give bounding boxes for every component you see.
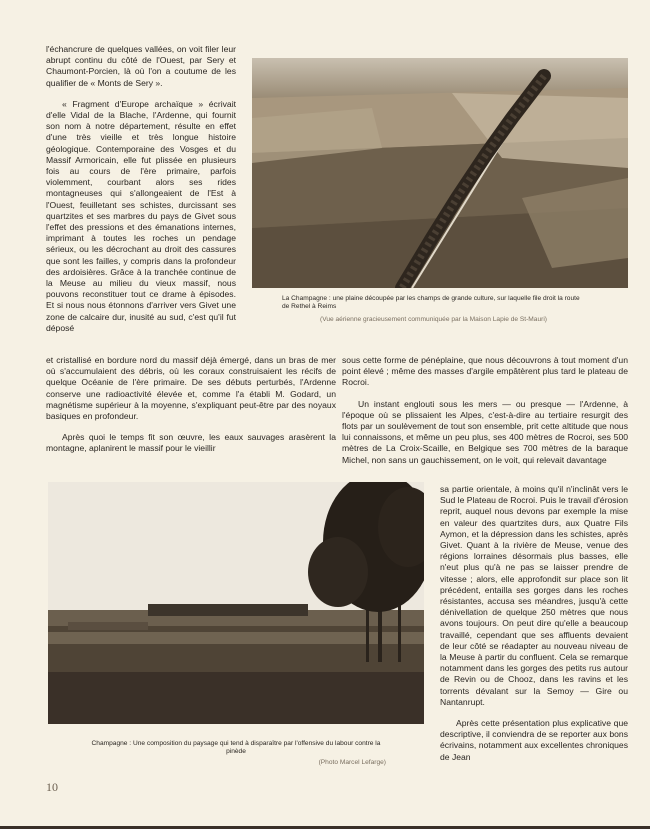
photo-pine-landscape xyxy=(48,482,424,724)
caption-text: Champagne : Une composition du paysage qui tend à disparaître par l'offensive du labour contre la pinède xyxy=(91,740,381,756)
photo-caption-top xyxy=(282,295,582,324)
paragraph: Après cette présentation plus explicative que descriptive, il conviendra de se reporter aux bons écrivains, notamment aux excellentes chroniques de Jean xyxy=(440,718,628,762)
paragraph: « Fragment d'Europe archaïque » écrivait d'elle Vidal de la Blache, l'Ardenne, qui fournit son nom à notre département, résulte en effet d'une très vieille et très longue histoire géologique. Contemporaine des Vosges et du Massif Armoricain, elle fut plissée en plusieurs fois au cours de l'ère primaire, parfois violemment, courbant alors ses rides montagneuses qui s'allongeaient de l'Est à l'Ouest, feuilletant ses schistes, durcissant ses quartzites et ses marbres du pays de Givet sous l'effet des pressions et des émanations internes, imprimant à toutes les roches un pendage sérieux, ou les décrochant au droit des cassures que sont les failles, y compris dans la profondeur des ardoisières. Grâce à la tranchée continue de la Meuse au milieu du vieux massif, nous pouvons reconstituer tout ce drame à épisodes. Et si nous nous étonnons d'arriver vers Givet une zone de calcaire dur, inusité au sud, c'est qu'il fut déposé xyxy=(46,98,236,333)
column-2-top-text xyxy=(342,355,628,466)
column-2-narrow-text xyxy=(440,484,628,763)
paragraph: Un instant englouti sous les mers — ou presque — l'Ardenne, à l'époque où se plissaient les Alpes, c'est-à-dire au tertiaire resurgit des flots par un soulèvement de tout son ensemble, prit cette altitude que nous lui connaissons, et même un peu plus, ses 400 mètres de Rocroi, ses 500 mètres de La Croix-Scaille, en Belgique ses 700 mètres de la baraque Michel, non sans un gauchissement, on le voit, qui relevait davantage xyxy=(342,398,628,465)
photo-caption-bottom xyxy=(86,740,386,767)
caption-text: La Champagne : une plaine découpée par les champs de grande culture, sur laquelle file droit la route de Rethel à Reims xyxy=(282,295,580,311)
page-number: 10 xyxy=(46,780,58,794)
paragraph: sa partie orientale, à moins qu'il n'inclinât vers le Sud le Plateau de Rocroi. Puis le travail d'érosion reprit, auquel nous devons par exemple la mise en valeur des quartzites durs, aux Quatre Fils Aymon, et la dépression dans les schistes, après Givet. Quant à la rivière de Meuse, venue des régions lorraines désormais plus basses, elle n'eut plus qu'à ne pas se laisser prendre de vitesse ; alors, elle approfondit sur place son lit précédent, entailla ses gorges dans les roches résistantes, accusa ses méandres, jusqu'à cette dénivellation de quelque 250 mètres que nous avons toujours. On peut dire qu'elle a beaucoup travaillé, cependant que ses affluents devaient de leur côté se réadapter au nouveau niveau de la Meuse à partir du confluent. Cela se remarque notamment dans les gorges des petits rus autour de Revin ou de Chooz, dans les ravins et les torrents dévalant sur la Semoy — Gire ou Nantanrupt. xyxy=(440,484,628,707)
paragraph: sous cette forme de pénéplaine, que nous découvrons à tout moment d'un point élevé ; même des masses d'argile empâtèrent plus tard le plateau de Rocroi. xyxy=(342,355,628,388)
column-1-wide-text xyxy=(46,355,336,455)
paragraph: Après quoi le temps fit son œuvre, les eaux sauvages arasèrent la montagne, aplanirent le massif pour le vieillir xyxy=(46,432,336,454)
caption-credit: (Vue aérienne gracieusement communiquée par la Maison Lapie de St-Mauri) xyxy=(320,315,547,323)
aerial-photo-champagne xyxy=(252,58,628,288)
paragraph: et cristallisé en bordure nord du massif déjà émergé, dans un bras de mer où s'accumulaient des débris, où les coraux construisaient les récifs de quelque Océanie de l'ère primaire. De ses débuts perturbés, l'Ardenne conserve une radioactivité élevée et, comme l'a établi M. Godard, un magnétisme supérieur à la moyenne, s'expliquant peut-être par des noyaux basiques en profondeur. xyxy=(46,355,336,422)
caption-credit: (Photo Marcel Lefarge) xyxy=(318,758,386,766)
paragraph: l'échancrure de quelques vallées, on voit filer leur abrupt continu du côté de l'Ouest, par Sery et Chaumont-Porcien, là où l'on a coutume de les qualifier de « Monts de Sery ». xyxy=(46,44,236,88)
column-1-top-text xyxy=(46,44,236,334)
